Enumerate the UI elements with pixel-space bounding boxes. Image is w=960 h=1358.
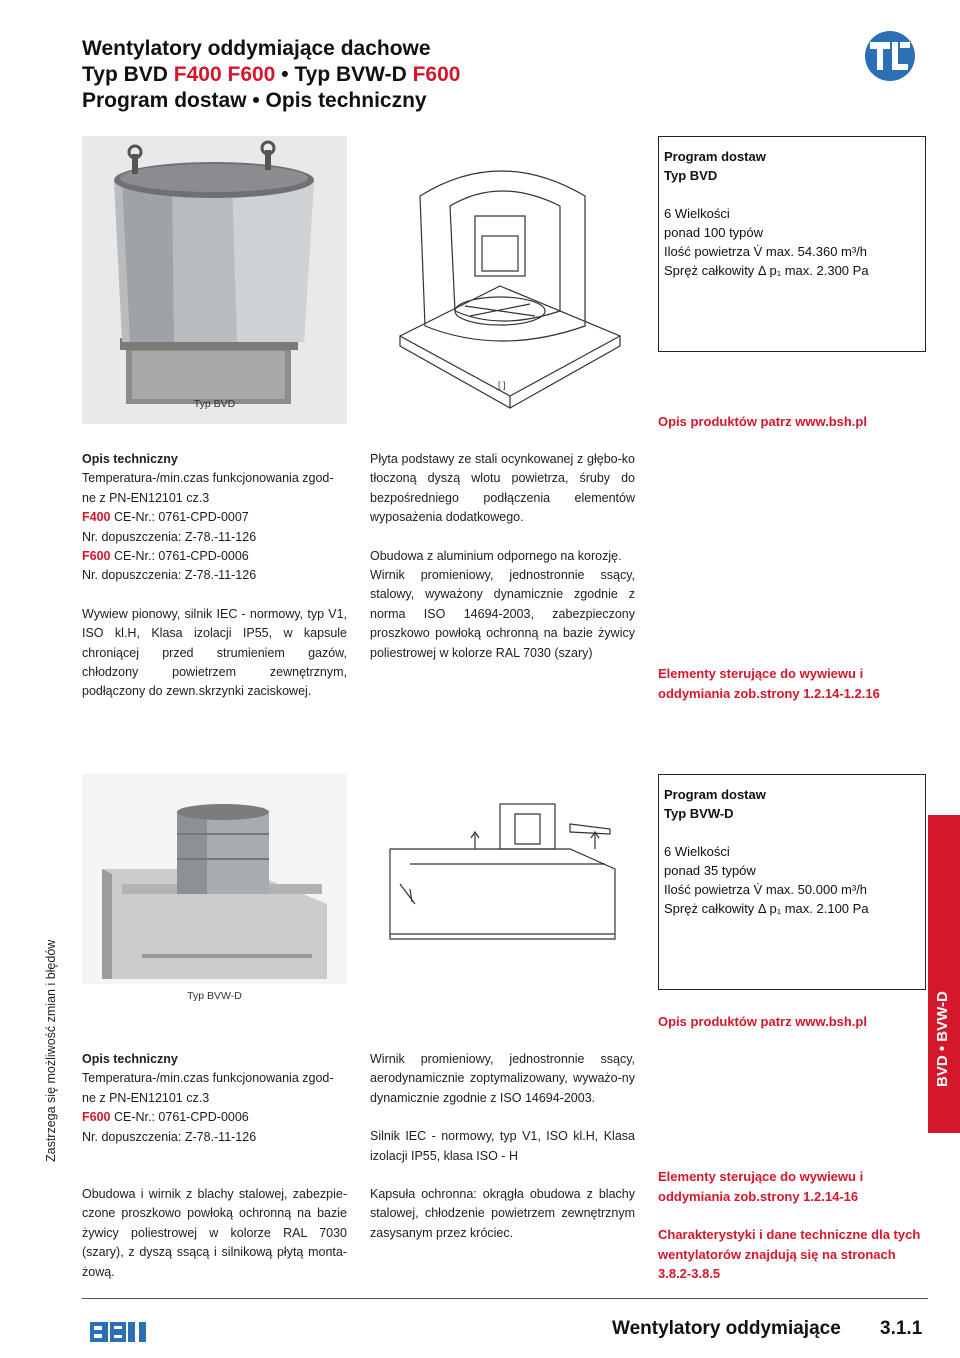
bvd-tech-temp: Temperatura-/min.czas funkcjonowania zgod-ne z PN-EN12101 cz.3 [82, 471, 334, 505]
bvd-caption: Typ BVD [193, 398, 236, 410]
bvd-tech-dop2: Nr. dopuszczenia: Z-78.-11-126 [82, 568, 257, 583]
bvd-box-types: ponad 100 typów [664, 225, 764, 240]
bvwd-drawing [370, 774, 635, 984]
bvd-drawing [370, 136, 635, 424]
bvwd-charts-reference: Charakterystyki i dane techniczne dla tych wentylatorów znajdują się na stronach 3.8.2-3.8.5 [658, 1227, 921, 1281]
bvd-tech-motor: Wywiew pionowy, silnik IEC - normowy, typ V1, ISO kl.H, Klasa izolacji IP55, w kapsule chroniącej przed strumieniem gazów, chłodzony powietrzem zewnętrznym, podłączony do zewn.skrzynki zaciskowej. [82, 606, 347, 699]
title-f400-f600: F400 F600 [173, 63, 276, 86]
bvwd-program-box [658, 774, 926, 990]
tlt-logo [862, 30, 918, 82]
bvd-tech-col1 [82, 450, 347, 702]
bvwd-tech-heading: Opis techniczny [82, 1052, 178, 1066]
title-line-1: Wentylatory oddymiające dachowe [82, 37, 431, 60]
section-tab: BVD • BVW-D [928, 815, 960, 1133]
disclaimer-vertical: Zastrzega się możliwość zmian i błędów [44, 939, 58, 1162]
bvwd-photo [82, 774, 347, 984]
page-title [82, 36, 460, 114]
title-f600: F600 [412, 63, 461, 86]
title-typ-bvwd: • Typ BVW-D [275, 63, 413, 86]
bvd-box-sizes: 6 Wielkości [664, 206, 730, 221]
bvd-tech-plate: Płyta podstawy ze stali ocynkowanej z głębo-ko tłoczoną dyszą wlotu powietrza, śruby do bezpośredniego podłączenia elementów wyposażenia dodatkowego. [370, 452, 635, 525]
footer-divider [82, 1298, 928, 1299]
bvwd-tech-dop: Nr. dopuszczenia: Z-78.-11-126 [82, 1129, 257, 1144]
bvwd-tech-f600: F600 CE-Nr.: 0761-CPD-0006 [82, 1110, 249, 1125]
bvwd-box-pressure: Spręż całkowity Δ p₁ max. 2.100 Pa [664, 901, 869, 916]
bvwd-box-types: ponad 35 typów [664, 863, 756, 878]
bvd-box-title2: Typ BVD [664, 168, 718, 183]
bvwd-tech-col1 [82, 1050, 347, 1282]
bvwd-control-elements: Elementy sterujące do wywiewu i oddymiania zob.strony 1.2.14-16 [658, 1169, 864, 1204]
bvd-tech-heading: Opis techniczny [82, 452, 178, 466]
bvwd-tech-motor: Silnik IEC - normowy, typ V1, ISO kl.H, Klasa izolacji IP55, klasa ISO - H [370, 1129, 635, 1163]
bvwd-tech-housing: Obudowa i wirnik z blachy stalowej, zabezpie-czone proszkowo powłoką ochronną na bazie żywicy poliestrowej w kolorze RAL 7030 (szary), z dyszą ssącą i silnikową płytą monta-żową. [82, 1187, 347, 1279]
bvd-box-pressure: Spręż całkowity Δ p₁ max. 2.300 Pa [664, 263, 869, 278]
bvd-tech-housing: Obudowa z aluminium odpornego na korozję. [370, 548, 622, 563]
bvd-photo [82, 136, 347, 424]
bvd-tech-f600: F600 CE-Nr.: 0761-CPD-0006 [82, 549, 249, 564]
page-number: 3.1.1 [880, 1318, 923, 1339]
title-line-2 [82, 62, 460, 88]
bvwd-box-sizes: 6 Wielkości [664, 844, 730, 859]
bvd-tech-f400: F400 CE-Nr.: 0761-CPD-0007 [82, 510, 249, 525]
bvd-tech-col2 [370, 450, 635, 663]
title-line-3: Program dostaw • Opis techniczny [82, 89, 427, 112]
bsh-klima-logo [88, 1316, 148, 1350]
title-typ-bvd: Typ BVD [82, 63, 174, 86]
bvwd-tech-impeller: Wirnik promieniowy, jednostronnie ssący, aerodynamicznie zoptymalizowany, wyważo-ny dynamicznie zgodnie z ISO 14694-2003. [370, 1052, 635, 1105]
footer-title: Wentylatory oddymiające [612, 1318, 841, 1339]
svg-text:[ ]: [ ] [498, 380, 506, 390]
bvd-products-link[interactable]: Opis produktów patrz www.bsh.pl [658, 414, 867, 429]
bvd-tech-impeller: Wirnik promieniowy, jednostronnie ssący, stalowy, wyważony dynamicznie zgodnie z norma ISO 14694-2003, zabezpieczony proszkowo powłoką ochronną na bazie żywicy poliestrowej w kolorze RAL 7030 (szary) [370, 568, 635, 660]
bvwd-box-title1: Program dostaw [664, 787, 766, 802]
bvwd-products-link[interactable]: Opis produktów patrz www.bsh.pl [658, 1014, 867, 1029]
bvwd-tech-temp: Temperatura-/min.czas funkcjonowania zgod-ne z PN-EN12101 cz.3 [82, 1071, 334, 1105]
bvd-control-elements: Elementy sterujące do wywiewu i oddymiania zob.strony 1.2.14-1.2.16 [658, 666, 880, 701]
bvwd-box-airflow: Ilość powietrza V̇ max. 50.000 m³/h [664, 882, 868, 897]
bvd-program-box [658, 136, 926, 352]
bvd-box-title1: Program dostaw [664, 149, 766, 164]
bvwd-tech-col2 [370, 1050, 635, 1243]
bvwd-caption: Typ BVW-D [187, 990, 242, 1002]
bvd-box-airflow: Ilość powietrza V̇ max. 54.360 m³/h [664, 244, 868, 259]
bvwd-box-title2: Typ BVW-D [664, 806, 734, 821]
bvd-tech-dop1: Nr. dopuszczenia: Z-78.-11-126 [82, 529, 257, 544]
bvwd-tech-capsule: Kapsuła ochronna: okrągła obudowa z blachy stalowej, chłodzenie powietrzem zewnętrznym zasysanym przez króciec. [370, 1187, 635, 1240]
